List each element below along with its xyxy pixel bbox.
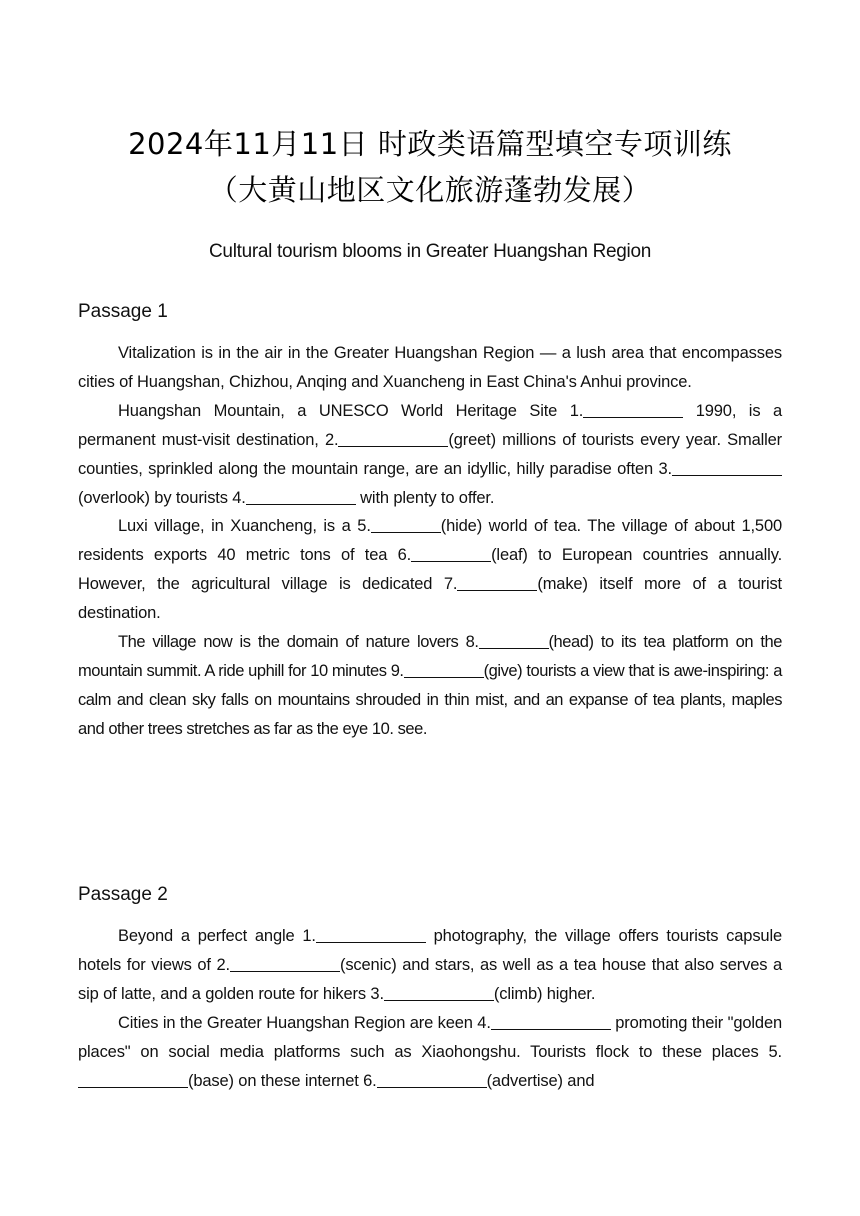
passage-1-paragraph-1: Vitalization is in the air in the Greater Huangshan Region — a lush area that encompasses cities of Huangshan, Chizhou, Anqing and Xuancheng in East China's Anhui province. bbox=[78, 344, 782, 391]
text-segment: (overlook) by tourists 4. bbox=[78, 488, 246, 507]
blank-6[interactable] bbox=[411, 545, 491, 562]
blank-2[interactable] bbox=[338, 430, 448, 447]
text-segment: photography, the village offers tourists capsule hotels for views of 2. bbox=[78, 927, 782, 974]
passage-1-paragraph-4 bbox=[78, 628, 782, 744]
page-title: 2024年11月11日 时政类语篇型填空专项训练 bbox=[128, 127, 732, 161]
blank-3[interactable] bbox=[672, 459, 782, 476]
passage-2-paragraph-2 bbox=[78, 1009, 782, 1096]
text-segment: (give) tourists a view that is awe-inspiring: a calm and clean sky falls on mountains shrouded in thin mist, and an expanse of tea plants, maples and other trees stretches as far as the eye 10. see. bbox=[78, 661, 782, 738]
passage-1-heading: Passage 1 bbox=[78, 301, 168, 322]
text-segment: The village now is the domain of nature lovers 8. bbox=[118, 633, 479, 652]
passage-2-paragraph-1 bbox=[78, 922, 782, 1009]
text-segment: promoting their "golden places" on social media platforms such as Xiaohongshu. Tourists flock to these places 5. bbox=[78, 1013, 782, 1061]
text-segment: with plenty to offer. bbox=[355, 488, 495, 507]
text-segment: (advertise) and bbox=[486, 1071, 595, 1090]
text-segment: Luxi village, in Xuancheng, is a 5. bbox=[118, 517, 371, 536]
blank-9[interactable] bbox=[404, 661, 484, 678]
blank-3[interactable] bbox=[384, 984, 494, 1001]
blank-5[interactable] bbox=[78, 1071, 188, 1088]
text-segment: Cities in the Greater Huangshan Region are keen 4. bbox=[118, 1013, 491, 1032]
blank-1[interactable] bbox=[583, 401, 683, 418]
text-segment: (base) on these internet 6. bbox=[188, 1071, 377, 1090]
blank-4[interactable] bbox=[491, 1013, 611, 1030]
passage-2-body bbox=[78, 922, 782, 1095]
blank-4[interactable] bbox=[246, 488, 356, 505]
text-segment: (hide) world of tea. The village of about 1,500 residents exports 40 metric tons of tea 6. bbox=[78, 517, 783, 565]
blank-5[interactable] bbox=[371, 516, 441, 533]
text-segment: 1990, is a permanent must-visit destination, 2. bbox=[78, 401, 782, 449]
blank-7[interactable] bbox=[457, 574, 537, 591]
page-title-topic: （大黄山地区文化旅游蓬勃发展） bbox=[208, 173, 652, 207]
text-segment: (leaf) to European countries annually. However, the agricultural village is dedicated 7. bbox=[78, 546, 783, 594]
article-title: Cultural tourism blooms in Greater Huangshan Region bbox=[209, 241, 651, 262]
text-segment: (greet) millions of tourists every year. Smaller counties, sprinkled along the mountain range, are an idyllic, hilly paradise often 3. bbox=[78, 430, 782, 478]
blank-8[interactable] bbox=[479, 632, 549, 649]
blank-1[interactable] bbox=[316, 926, 426, 943]
text-segment: Beyond a perfect angle 1. bbox=[118, 927, 316, 945]
text-segment: (climb) higher. bbox=[493, 984, 596, 1003]
blank-2[interactable] bbox=[230, 955, 340, 972]
text-segment: (head) to its tea platform on the mountain summit. A ride uphill for 10 minutes 9. bbox=[78, 633, 782, 680]
passage-1-paragraph-2 bbox=[78, 397, 782, 513]
passage-1-paragraph-3 bbox=[78, 512, 782, 628]
blank-6[interactable] bbox=[377, 1071, 487, 1088]
passage-2-heading: Passage 2 bbox=[78, 884, 168, 905]
text-segment: Huangshan Mountain, a UNESCO World Heritage Site 1. bbox=[118, 401, 584, 420]
text-segment: (scenic) and stars, as well as a tea house that also serves a sip of latte, and a golden route for hikers 3. bbox=[78, 955, 782, 1003]
passage-1-body bbox=[78, 339, 782, 744]
text-segment: (make) itself more of a tourist destination. bbox=[78, 575, 782, 623]
